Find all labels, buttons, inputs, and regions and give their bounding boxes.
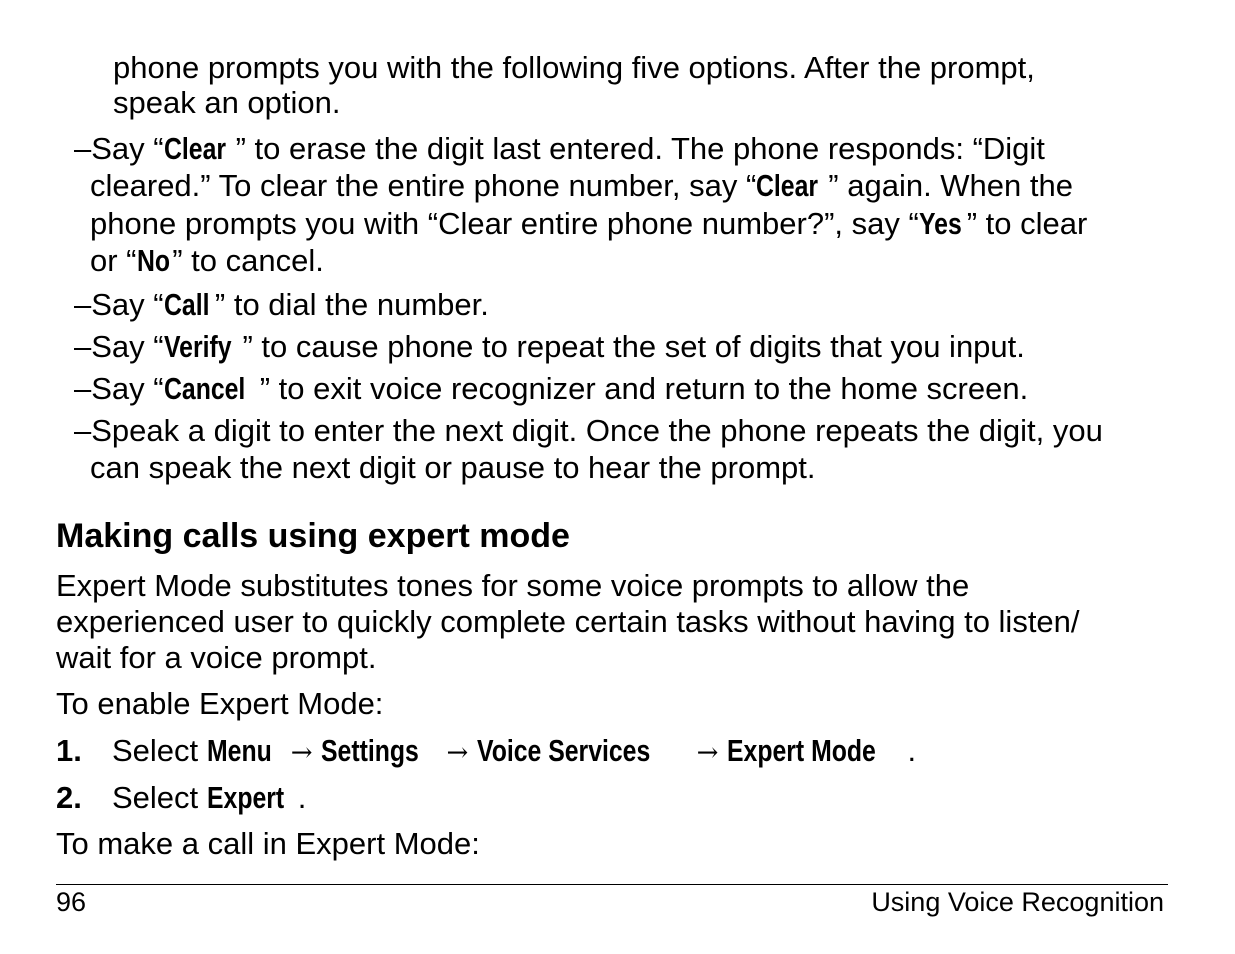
step-1: 1. Select Menu → Settings → Voice Services → Expert Mode . (56, 733, 917, 768)
arrow-right-icon: → (696, 738, 719, 768)
keyword-no: No (136, 243, 170, 278)
make-call-intro: To make a call in Expert Mode: (56, 826, 480, 861)
keyword-clear: Clear (163, 131, 226, 166)
option-speak-line-1: –Speak a digit to enter the next digit. Once the phone repeats the digit, you (74, 413, 1103, 448)
bullet-dash: – (74, 413, 92, 448)
bullet-dash: – (74, 131, 92, 166)
enable-intro: To enable Expert Mode: (56, 686, 384, 721)
arrow-right-icon: → (290, 738, 313, 768)
intro-line-2: speak an option. (113, 85, 341, 120)
intro-line-1: phone prompts you with the following five options. After the prompt, (113, 50, 1035, 85)
option-clear-line-1: –Say “Clear ” to erase the digit last entered. The phone responds: “Digit (74, 131, 1045, 166)
bullet-dash: – (74, 329, 92, 364)
option-verify: –Say “Verify ” to cause phone to repeat the set of digits that you input. (74, 329, 1025, 364)
option-call: –Say “Call ” to dial the number. (74, 287, 489, 322)
paragraph-line-2: experienced user to quickly complete certain tasks without having to listen/ (56, 604, 1080, 639)
footer-rule (56, 884, 1168, 885)
option-clear-line-3: phone prompts you with “Clear entire phone number?”, say “Yes ” to clear (90, 206, 1088, 241)
keyword-expert-mode: Expert Mode (727, 733, 876, 768)
step-number: 2. (56, 780, 82, 815)
option-clear-line-2: cleared.” To clear the entire phone number, say “Clear ” again. When the (90, 168, 1073, 203)
option-speak-line-2: can speak the next digit or pause to hear the prompt. (90, 450, 816, 485)
section-heading: Making calls using expert mode (56, 517, 570, 555)
bullet-dash: – (74, 287, 92, 322)
step-2: 2. Select Expert . (56, 780, 307, 815)
step-number: 1. (56, 733, 82, 768)
paragraph-line-3: wait for a voice prompt. (56, 640, 377, 675)
option-clear-line-4: or “No” to cancel. (90, 243, 324, 278)
keyword-cancel: Cancel (163, 371, 245, 406)
keyword-expert: Expert (206, 780, 284, 815)
page-number: 96 (56, 887, 87, 917)
keyword-menu: Menu (206, 733, 272, 768)
keyword-clear: Clear (756, 168, 819, 203)
keyword-verify: Verify (163, 329, 232, 364)
paragraph-line-1: Expert Mode substitutes tones for some voice prompts to allow the (56, 568, 970, 603)
keyword-settings: Settings (321, 733, 420, 768)
option-cancel: –Say “Cancel ” to exit voice recognizer and return to the home screen. (74, 371, 1029, 406)
arrow-right-icon: → (446, 738, 469, 768)
keyword-voice-services: Voice Services (476, 733, 651, 768)
bullet-dash: – (74, 371, 92, 406)
chapter-title: Using Voice Recognition (871, 887, 1164, 917)
keyword-yes: Yes (918, 206, 962, 241)
keyword-call: Call (163, 287, 210, 322)
